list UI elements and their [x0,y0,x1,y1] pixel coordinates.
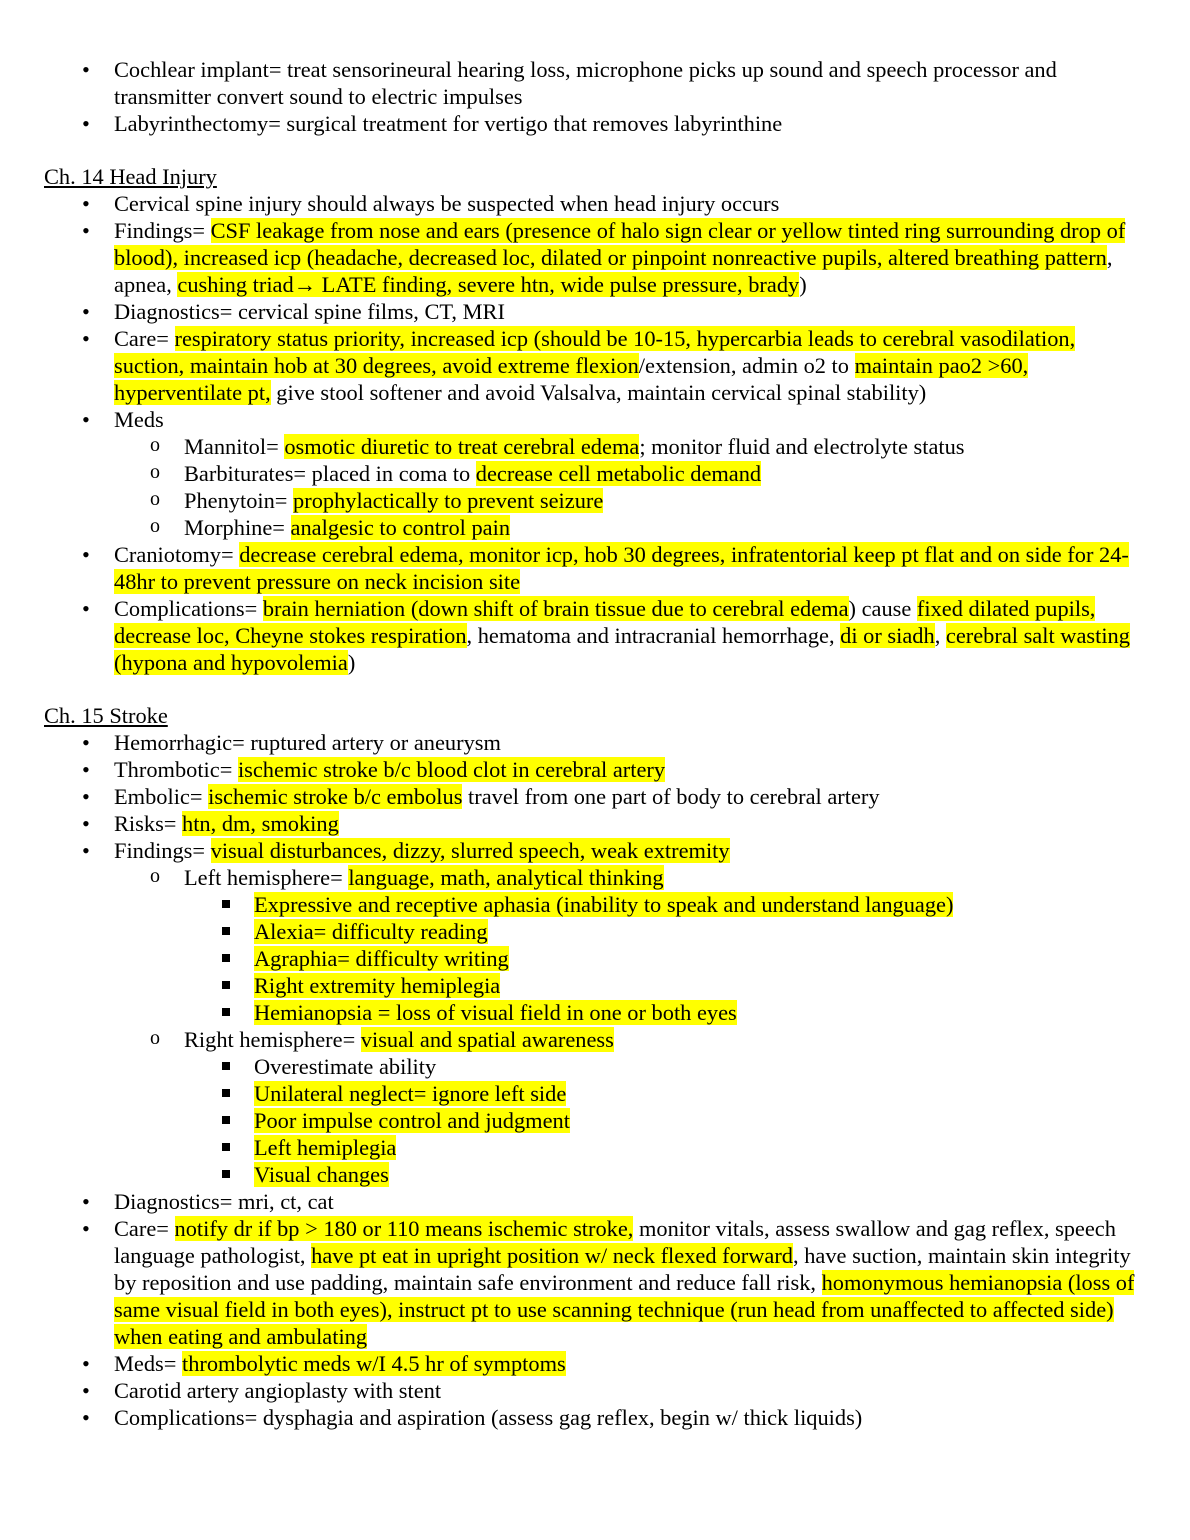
left-hemisphere-list [184,891,1150,1026]
list-item: • Complications= dysphagia and aspiration (assess gag reflex, begin w/ thick liquids) [44,1404,1150,1431]
highlighted-text: notify dr if bp > 180 or 110 means ischemic stroke, [174,1216,634,1241]
highlighted-text: thrombolytic meds w/I 4.5 hr of symptoms [181,1351,566,1376]
list-item [44,837,1150,1188]
highlighted-text: CSF leakage from nose and ears (presence of halo sign clear or yellow tinted ring surrounding drop of blood), increased icp (headache, decreased loc, dilated or pinpoint nonreactive pupils, altered breathing pattern [114,218,1126,270]
sub-sub-list-item [44,999,1150,1026]
head-injury-list [44,190,1150,676]
highlighted-text: analgesic to control pain [290,515,511,540]
highlighted-text: respiratory status priority, increased icp (should be 10-15, hypercarbia leads to cerebral vasodilation, suction, maintain hob at 30 degrees, avoid extreme flexion [114,326,1076,378]
section-title-stroke: Ch. 15 Stroke [44,703,168,728]
right-hemisphere-label: Right hemisphere= visual and spatial awareness [184,1027,614,1052]
list-item: • Care= respiratory status priority, increased icp (should be 10-15, hypercarbia leads to cerebral vasodilation, suction, maintain hob at 30 degrees, avoid extreme flexion/extension, admin o2 to maintain pao2 >60, hyperventilate pt, give stool softener and avoid Valsalva, maintain cervical spinal stability) [44,325,1150,406]
highlighted-text: brain herniation (down shift of brain tissue due to cerebral edema [262,596,849,621]
highlighted-text: Alexia= difficulty reading [254,919,488,944]
sub-sub-list-item [44,1080,1150,1107]
highlighted-text: fixed dilated pupils, decrease loc, Cheyne stokes respiration [114,596,1096,648]
sub-list-item: o Mannitol= osmotic diuretic to treat cerebral edema; monitor fluid and electrolyte status [44,433,1150,460]
sub-sub-list-item [44,918,1150,945]
sub-list-item: o Morphine= analgesic to control pain [44,514,1150,541]
left-hemisphere-label: Left hemisphere= language, math, analytical thinking [184,865,664,890]
meds-sublist [114,433,1150,541]
highlighted-text: Right extremity hemiplegia [254,973,501,998]
highlighted-text: osmotic diuretic to treat cerebral edema [284,434,640,459]
section-title-head-injury: Ch. 14 Head Injury [44,164,217,189]
hemisphere-sublist [114,864,1150,1188]
sub-sub-list-item [44,891,1150,918]
sub-list-item [44,864,1150,1026]
list-item: • Carotid artery angioplasty with stent [44,1377,1150,1404]
highlighted-text: maintain pao2 >60, hyperventilate pt, [114,353,1029,405]
highlighted-text: decrease cerebral edema, monitor icp, hob 30 degrees, infratentorial keep pt flat and on side for 24-48hr to prevent pressure on neck incision site [114,542,1129,594]
intro-list [44,56,1150,137]
meds-label: Meds [114,407,164,432]
list-item: • Cervical spine injury should always be suspected when head injury occurs [44,190,1150,217]
highlighted-text: ischemic stroke b/c embolus [208,784,463,809]
highlighted-text: homonymous hemianopsia (loss of same visual field in both eyes), instruct pt to use scanning technique (run head from unaffected to affected side) when eating and ambulating [114,1270,1135,1349]
list-item: • Findings= CSF leakage from nose and ears (presence of halo sign clear or yellow tinted ring surrounding drop of blood), increased icp (headache, decreased loc, dilated or pinpoint nonreactive pupils, altered breathing pattern, apnea, cushing triad→ LATE finding, severe htn, wide pulse pressure, brady) [44,217,1150,298]
sub-sub-list-item [44,1107,1150,1134]
sub-sub-list-item [44,972,1150,999]
highlighted-text: ischemic stroke b/c blood clot in cerebral artery [237,757,666,782]
sub-sub-list-item [44,1134,1150,1161]
right-hemisphere-list [184,1053,1150,1188]
list-item: • Craniotomy= decrease cerebral edema, monitor icp, hob 30 degrees, infratentorial keep pt flat and on side for 24-48hr to prevent pressure on neck incision site [44,541,1150,595]
highlighted-text: Poor impulse control and judgment [254,1108,570,1133]
sub-list-item: o Phenytoin= prophylactically to prevent seizure [44,487,1150,514]
stroke-list [44,729,1150,1431]
sub-sub-list-item [44,945,1150,972]
sub-sub-list-item: Overestimate ability [44,1053,1150,1080]
list-item: • Risks= htn, dm, smoking [44,810,1150,837]
list-item: • Embolic= ischemic stroke b/c embolus travel from one part of body to cerebral artery [44,783,1150,810]
list-item: • Hemorrhagic= ruptured artery or aneurysm [44,729,1150,756]
list-item [44,406,1150,541]
highlighted-text: Hemianopsia = loss of visual field in one or both eyes [254,1000,737,1025]
highlighted-text: language, math, analytical thinking [348,865,664,890]
highlighted-text: Unilateral neglect= ignore left side [254,1081,567,1106]
highlighted-text: Left hemiplegia [254,1135,397,1160]
highlighted-text: prophylactically to prevent seizure [293,488,604,513]
highlighted-text: di or siadh [840,623,935,648]
highlighted-text: cerebral salt wasting (hypona and hypovolemia [114,623,1130,675]
highlighted-text: visual and spatial awareness [360,1027,614,1052]
highlighted-text: Expressive and receptive aphasia (inability to speak and understand language) [254,892,954,917]
sub-list-item: o Barbiturates= placed in coma to decrease cell metabolic demand [44,460,1150,487]
list-item: • Meds= thrombolytic meds w/I 4.5 hr of symptoms [44,1350,1150,1377]
highlighted-text: Visual changes [254,1162,389,1187]
highlighted-text: Agraphia= difficulty writing [254,946,509,971]
findings-label: Findings= visual disturbances, dizzy, slurred speech, weak extremity [114,838,730,863]
list-item: • Diagnostics= cervical spine films, CT, MRI [44,298,1150,325]
list-item: • Diagnostics= mri, ct, cat [44,1188,1150,1215]
sub-sub-list-item [44,1161,1150,1188]
list-item: • Thrombotic= ischemic stroke b/c blood clot in cerebral artery [44,756,1150,783]
list-item: • Care= notify dr if bp > 180 or 110 means ischemic stroke, monitor vitals, assess swallow and gag reflex, speech language pathologist, have pt eat in upright position w/ neck flexed forward, have suction, maintain skin integrity by reposition and use padding, maintain safe environment and reduce fall risk, homonymous hemianopsia (loss of same visual field in both eyes), instruct pt to use scanning technique (run head from unaffected to affected side) when eating and ambulating [44,1215,1150,1350]
highlighted-text: htn, dm, smoking [182,811,339,836]
list-item: • Labyrinthectomy= surgical treatment for vertigo that removes labyrinthine [44,110,1150,137]
highlighted-text: visual disturbances, dizzy, slurred speech, weak extremity [210,838,730,863]
list-item: • Complications= brain herniation (down shift of brain tissue due to cerebral edema) cause fixed dilated pupils, decrease loc, Cheyne stokes respiration, hematoma and intracranial hemorrhage, di or siadh, cerebral salt wasting (hypona and hypovolemia) [44,595,1150,676]
highlighted-text: cushing triad→ LATE finding, severe htn, wide pulse pressure, brady [177,272,800,297]
highlighted-text: decrease cell metabolic demand [475,461,762,486]
highlighted-text: have pt eat in upright position w/ neck flexed forward [311,1243,794,1268]
sub-list-item [44,1026,1150,1188]
list-item: • Cochlear implant= treat sensorineural hearing loss, microphone picks up sound and speech processor and transmitter convert sound to electric impulses [44,56,1150,110]
